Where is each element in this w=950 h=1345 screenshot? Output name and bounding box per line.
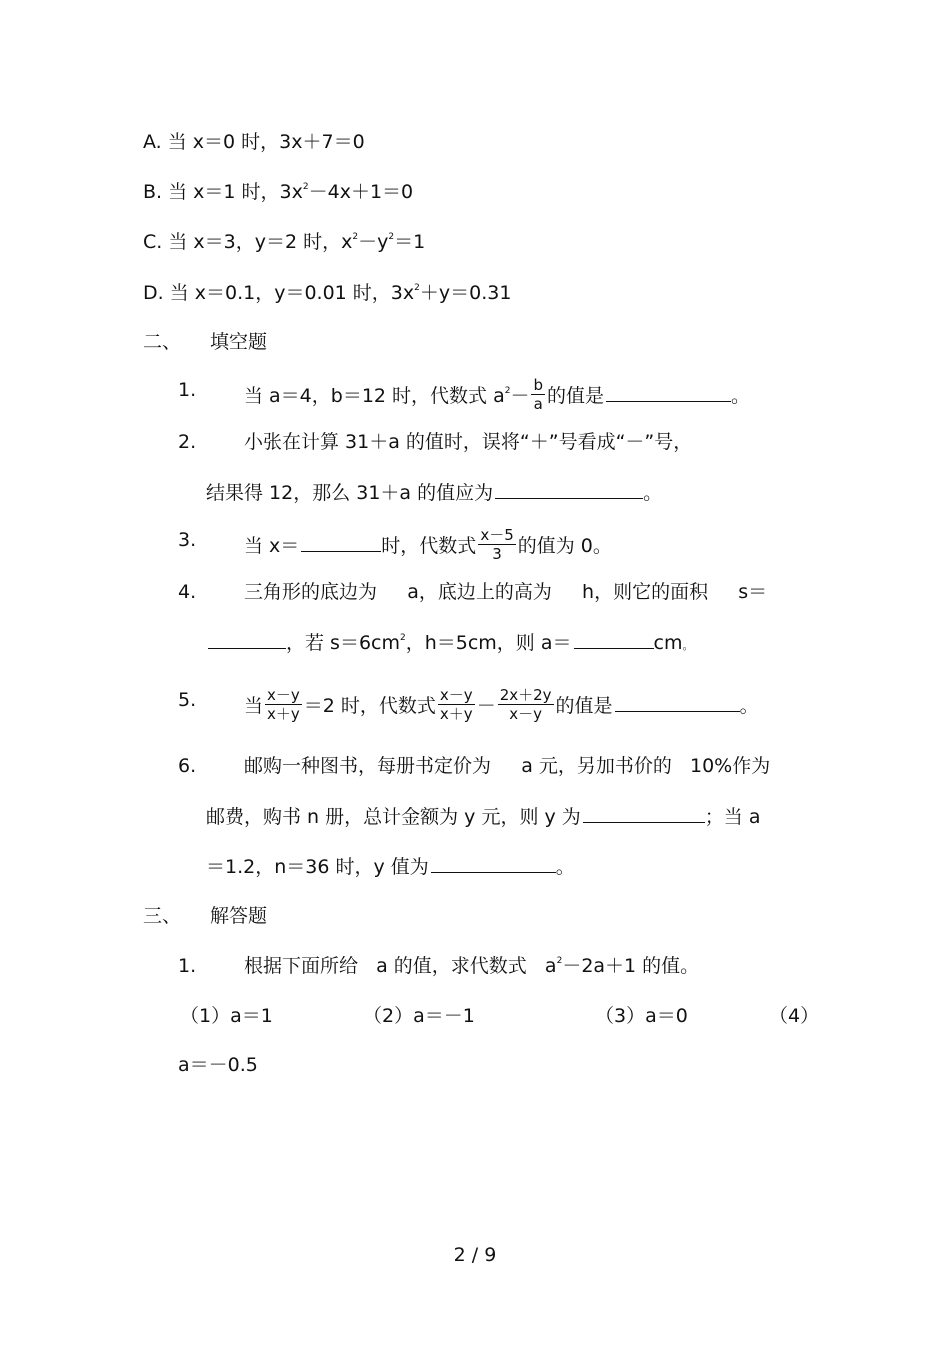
choice-c-exponent-2: 2 (388, 232, 395, 242)
fill-q1 (244, 378, 750, 415)
fill-q6-blank-1 (583, 804, 705, 823)
fill-q1-end: 。 (731, 385, 751, 407)
fill-q5-f2-num: x－y (439, 686, 473, 704)
fill-q5-mid: ＝2 时，代数式 (303, 695, 436, 717)
fill-q5-f1-num: x－y (267, 686, 300, 704)
fill-q5-minus: － (476, 695, 496, 717)
fill-q1-exponent: 2 (504, 386, 511, 396)
fill-q6-line1: 邮购一种图书，每册书定价为 a 元，另加书价的 10%作为 (244, 755, 771, 777)
choice-c-post: ＝1 (394, 231, 426, 253)
fill-q6-line2-pre: 邮费，购书 n 册，总计金额为 y 元，则 y 为 (206, 806, 581, 828)
fill-q1-pre: 当 a＝4，b＝12 时，代数式 a (244, 385, 505, 407)
fill-q5-fraction-2 (438, 686, 475, 723)
choice-d-exponent: 2 (414, 283, 420, 293)
fill-q5-f3-den: x－y (509, 705, 542, 723)
answer-q1 (244, 954, 699, 978)
answer-q1-exponent: 2 (556, 956, 563, 966)
fill-q2-end: 。 (643, 482, 663, 504)
choice-c-pre: 当 x＝3，y＝2 时，x (168, 231, 353, 253)
fill-q4-exponent: 2 (399, 633, 406, 643)
fill-q1-blank (606, 383, 731, 402)
fill-q4-line2 (206, 630, 693, 658)
fill-q5-fraction-1 (265, 686, 302, 723)
fill-q5-pre: 当 (244, 695, 264, 717)
page-number: 2 / 9 (453, 1244, 497, 1266)
answer-q1-number: 1. (178, 955, 197, 977)
section3-title: 解答题 (210, 905, 268, 927)
fill-q6-line3 (206, 854, 575, 879)
fill-q5-f3-num: 2x＋2y (499, 686, 552, 704)
choice-b (143, 180, 413, 204)
fill-q4-unit: cm (653, 632, 683, 654)
fill-q1-frac-num: b (533, 376, 544, 394)
fill-q4-comma: ，若 s＝6cm (286, 632, 400, 654)
section2-title: 填空题 (210, 331, 268, 353)
fill-q6-number: 6. (178, 755, 197, 777)
fill-q2-line2-text: 结果得 12，那么 31＋a 的值应为 (206, 482, 494, 504)
fill-q4-blank-1 (208, 630, 286, 649)
answer-option-4: （4） (769, 1005, 820, 1027)
fill-q2-number: 2. (178, 431, 197, 453)
choice-b-pre: 当 x＝1 时，3x (168, 181, 303, 203)
choice-a-text: 当 x＝0 时，3x＋7＝0 (167, 131, 365, 153)
fill-q1-frac-den: a (533, 395, 543, 413)
fill-q6-blank-2 (431, 854, 556, 873)
choice-b-post: －4x＋1＝0 (308, 181, 414, 203)
fill-q5-blank (615, 693, 740, 712)
fill-q1-number: 1. (178, 379, 197, 401)
choice-d-post: ＋y＝0.31 (419, 282, 512, 304)
fill-q5-post: 的值是 (555, 695, 613, 717)
fill-q2-line2 (206, 480, 662, 505)
fill-q6-line2 (206, 804, 760, 829)
fill-q4-end: 。 (682, 639, 694, 652)
fill-q6-end: 。 (555, 856, 575, 878)
fill-q5 (244, 688, 759, 725)
fill-q5-fraction-3 (498, 686, 554, 723)
fill-q3-pre: 当 x＝ (244, 535, 300, 557)
fill-q4-blank-2 (574, 630, 654, 649)
fill-q2-line1: 小张在计算 31＋a 的值时，误将“＋”号看成“－”号， (244, 431, 693, 453)
fill-q3-number: 3. (178, 529, 197, 551)
fill-q3-fraction (478, 526, 515, 563)
fill-q3-post: 的值为 0。 (517, 535, 612, 557)
choice-c (143, 230, 425, 254)
answer-q1-pre: 根据下面所给 a 的值，求代数式 a (244, 955, 557, 977)
fill-q4-mid: ，h＝5cm，则 a＝ (405, 632, 572, 654)
fill-q5-number: 5. (178, 689, 197, 711)
choice-d-label: D. (143, 282, 164, 304)
choice-a-label: A. (143, 131, 162, 153)
fill-q5-f2-den: x＋y (439, 705, 473, 723)
fill-q5-f1-den: x＋y (267, 705, 300, 723)
fill-q6-line3-pre: ＝1.2，n＝36 时，y 值为 (206, 856, 429, 878)
fill-q3 (244, 528, 612, 565)
fill-q3-mid: 时，代数式 (381, 535, 477, 557)
fill-q4-number: 4. (178, 581, 197, 603)
choice-a (143, 130, 365, 154)
fill-q2-blank (495, 480, 643, 499)
choice-b-exponent: 2 (302, 182, 309, 192)
choice-c-mid: －y (358, 231, 389, 253)
fill-q3-frac-den: 3 (492, 545, 502, 563)
fill-q1-post: 的值是 (547, 385, 605, 407)
choice-d (143, 281, 511, 305)
answer-q1-post: －2a＋1 的值。 (562, 955, 700, 977)
fill-q3-blank (301, 533, 381, 552)
choice-d-pre: 当 x＝0.1，y＝0.01 时，3x (169, 282, 415, 304)
answer-option-3: （3）a＝0 (595, 1005, 688, 1027)
fill-q3-frac-num: x－5 (480, 526, 514, 544)
section2-number: 二、 (143, 331, 182, 353)
choice-c-exponent-1: 2 (352, 232, 359, 242)
answer-option-4-value: a＝－0.5 (178, 1054, 258, 1076)
fill-q1-minus: － (510, 385, 530, 407)
fill-q5-end: 。 (739, 695, 759, 717)
answer-option-1: （1）a＝1 (180, 1005, 273, 1027)
choice-c-label: C. (143, 231, 163, 253)
section3-number: 三、 (143, 905, 182, 927)
fill-q4-line1: 三角形的底边为 a，底边上的高为 h，则它的面积 s＝ (244, 581, 768, 603)
choice-b-label: B. (143, 181, 163, 203)
fill-q6-line2-post: ；当 a (704, 806, 761, 828)
fill-q1-fraction (531, 376, 545, 413)
answer-option-2: （2）a＝－1 (363, 1005, 475, 1027)
